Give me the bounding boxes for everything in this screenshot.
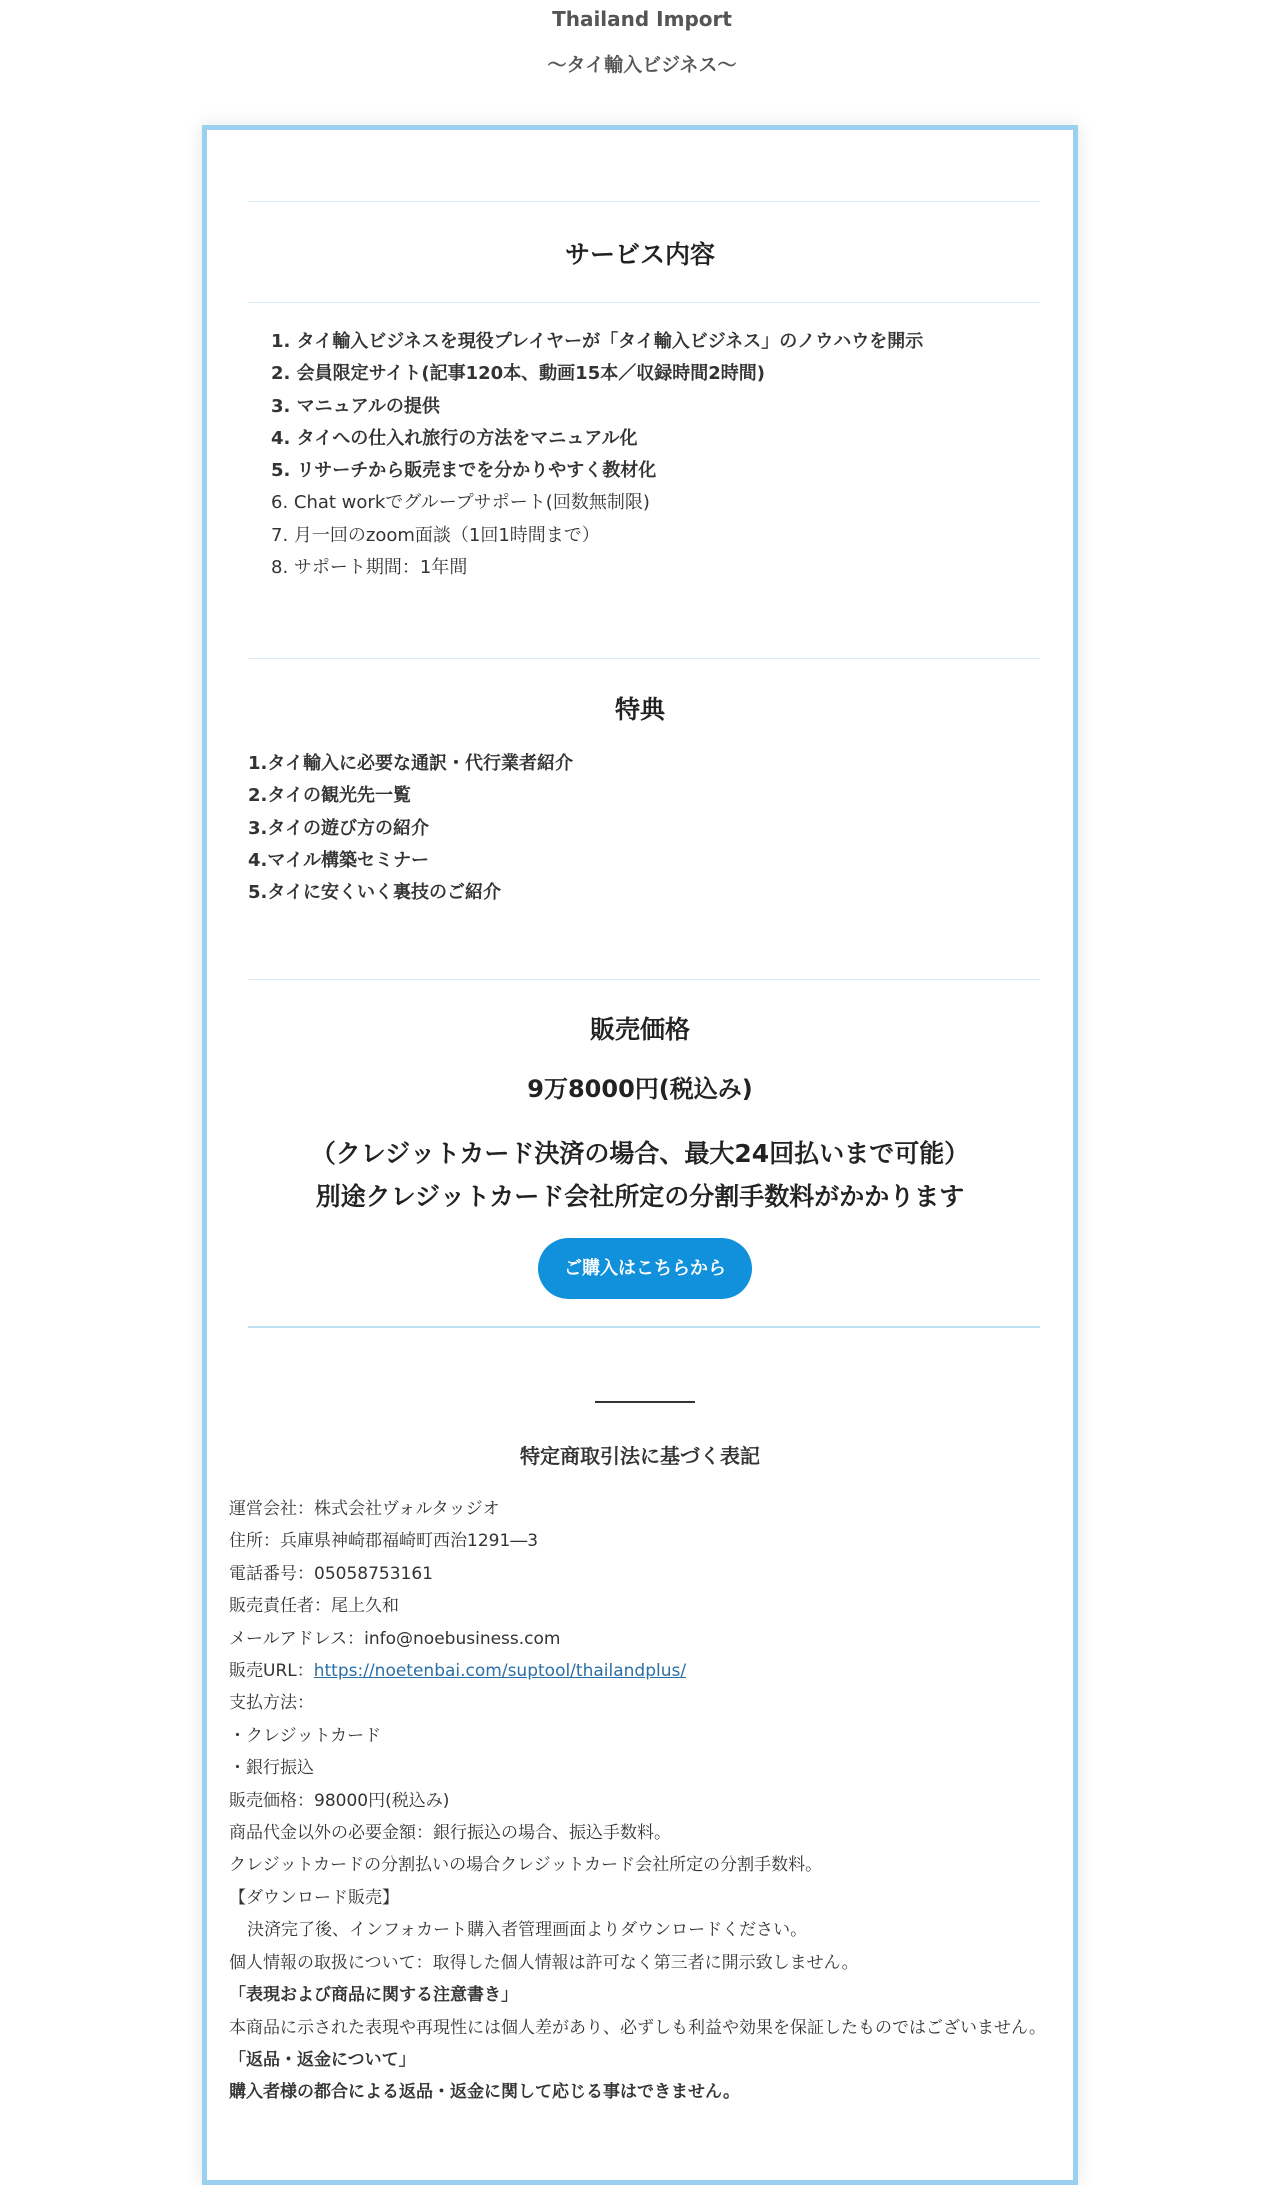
- legal-payment-credit: ・クレジットカード: [229, 1725, 382, 1746]
- list-item: 2.タイの観光先一覧: [248, 785, 412, 807]
- list-item: 4. タイへの仕入れ旅行の方法をマニュアル化: [271, 427, 638, 449]
- list-item: 5.タイに安くいく裏技のご紹介: [248, 882, 502, 904]
- legal-manager: 販売責任者：尾上久和: [229, 1596, 399, 1617]
- bonus-list: [248, 748, 573, 909]
- list-item: 1. タイ輸入ビジネスを現役プレイヤーが「タイ輸入ビジネス」のノウハウを開示: [271, 331, 924, 352]
- legal-installment-fees: クレジットカードの分割払いの場合クレジットカード会社所定の分割手数料。: [229, 1855, 823, 1876]
- list-item: 1.タイ輸入に必要な通訳・代行業者紹介: [248, 753, 574, 774]
- legal-payment-bank: ・銀行振込: [229, 1758, 314, 1779]
- legal-price: 販売価格：98000円(税込み): [229, 1790, 450, 1811]
- list-item: 2. 会員限定サイト(記事120本、動画15本／収録時間2時間): [271, 363, 765, 385]
- legal-disclaimer-text: 本商品に示された表現や再現性には個人差があり、必ずしも利益や効果を保証したものではございません。: [229, 2017, 1047, 2038]
- legal-payment-label: 支払方法：: [229, 1693, 314, 1714]
- legal-download-text: 決済完了後、インフォカート購入者管理画面よりダウンロードください。: [247, 1920, 808, 1941]
- list-item: 4.マイル構築セミナー: [248, 849, 430, 871]
- buy-button[interactable]: ご購入はこちらから: [538, 1238, 752, 1299]
- fee-note: 別途クレジットカード会社所定の分割手数料がかかります: [315, 1182, 965, 1211]
- legal-extra-fees: 商品代金以外の必要金額：銀行振込の場合、振込手数料。: [229, 1823, 671, 1844]
- divider: [248, 1326, 1040, 1328]
- services-list: [243, 326, 923, 584]
- legal-body: [229, 1493, 1069, 2109]
- legal-returns-text: 購入者様の都合による返品・返金に関して応じる事はできません。: [229, 2082, 741, 2103]
- legal-download-heading: 【ダウンロード販売】: [229, 1887, 399, 1908]
- site-header: [0, 0, 1284, 78]
- list-item: 3. マニュアルの提供: [271, 395, 440, 417]
- legal-returns-heading: 「返品・返金について」: [229, 2049, 416, 2070]
- legal-privacy: 個人情報の取扱について：取得した個人情報は許可なく第三者に開示致しません。: [229, 1952, 859, 1973]
- legal-url-label: 販売URL：: [229, 1661, 314, 1682]
- site-subtitle: 〜タイ輸入ビジネス〜: [547, 54, 737, 76]
- divider: [248, 302, 1040, 303]
- legal-address: 住所：兵庫県神崎郡福崎町西治1291―3: [229, 1531, 539, 1552]
- legal-company: 運営会社：株式会社ヴォルタッジオ: [229, 1499, 500, 1519]
- legal-email: メールアドレス：info@noebusiness.com: [229, 1628, 561, 1649]
- pricing-heading: 販売価格: [589, 1015, 690, 1044]
- divider: [248, 658, 1040, 659]
- list-item: 8. サポート期間：1年間: [271, 557, 468, 579]
- legal-divider: [595, 1401, 695, 1403]
- site-title: Thailand Import: [552, 7, 732, 31]
- list-item: 5. リサーチから販売までを分かりやすく教材化: [271, 460, 657, 482]
- divider: [248, 979, 1040, 980]
- legal-url-row: [229, 1655, 1069, 1687]
- sales-url-link[interactable]: https://noetenbai.com/suptool/thailandplus/: [313, 1661, 687, 1682]
- installment-note: （クレジットカード決済の場合、最大24回払いまで可能）: [310, 1139, 970, 1168]
- content-card: [202, 125, 1078, 2185]
- price-note: [207, 1132, 1073, 1218]
- list-item: 6. Chat workでグループサポート(回数無制限): [271, 492, 650, 514]
- legal-title: 特定商取引法に基づく表記: [520, 1444, 760, 1468]
- price: 9万8000円(税込み): [527, 1075, 753, 1103]
- legal-disclaimer-heading: 「表現および商品に関する注意書き」: [229, 1985, 518, 2006]
- list-item: 7. 月一回のzoom面談（1回1時間まで）: [271, 524, 600, 546]
- legal-phone: 電話番号：05058753161: [229, 1563, 433, 1584]
- divider: [248, 201, 1040, 202]
- bonus-heading: 特典: [614, 695, 665, 724]
- list-item: 3.タイの遊び方の紹介: [248, 817, 430, 839]
- services-heading: サービス内容: [564, 240, 715, 269]
